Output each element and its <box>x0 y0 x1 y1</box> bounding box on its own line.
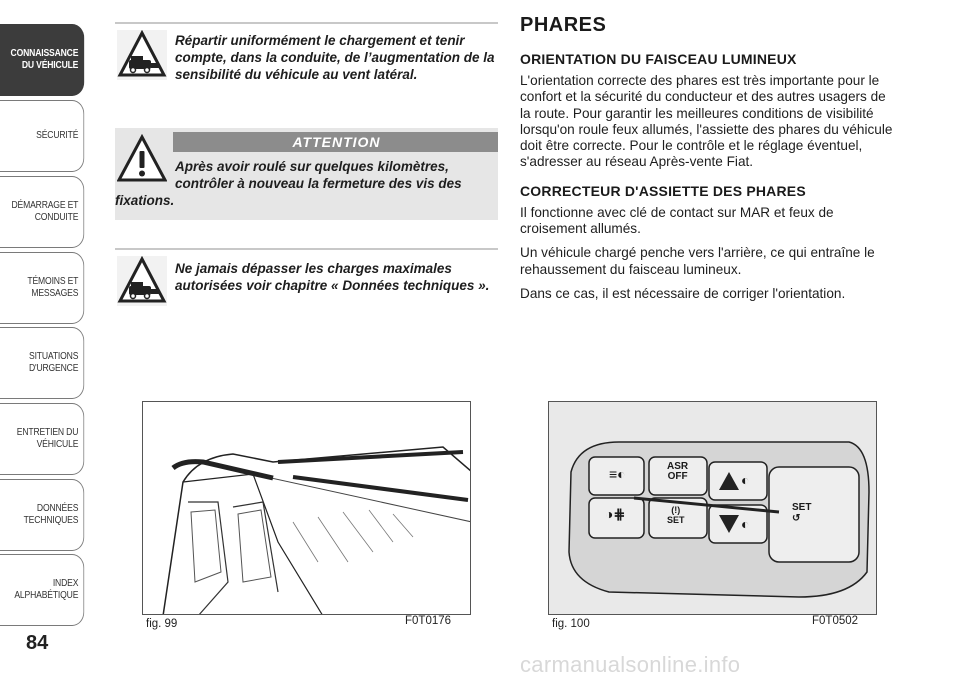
front-fog-light-icon: ≡◐ <box>609 466 626 482</box>
attention-text: Après avoir roulé sur quelques kilomètres, contrôler à nouveau la fermeture des vis des fixations. <box>115 159 462 208</box>
fig-100-label: fig. 100 <box>552 618 590 630</box>
attention-title: ATTENTION <box>173 132 498 152</box>
tab-temoins-et-messages[interactable]: TÉMOINS ET MESSAGES <box>0 252 84 324</box>
beam-orientation-heading: ORIENTATION DU FAISCEAU LUMINEUX <box>520 51 797 67</box>
tab-connaissance-du-vehicule[interactable]: CONNAISSANCE DU VÉHICULE <box>0 24 84 96</box>
tab-index-alphabetique[interactable]: INDEX ALPHABÉTIQUE <box>0 554 84 626</box>
load-note <box>115 22 498 83</box>
set-button[interactable]: SET ↺ <box>792 502 812 524</box>
tab-entretien-du-vehicule[interactable]: ENTRETIEN DU VÉHICULE <box>0 403 84 475</box>
max-load-note <box>115 248 498 308</box>
attention-box <box>115 128 498 220</box>
tab-donnees-techniques[interactable]: DONNÉES TECHNIQUES <box>0 479 84 551</box>
roof-rails-illustration <box>143 402 471 615</box>
rear-fog-light-icon: ◑⋕ <box>605 506 626 522</box>
tpms-set-button[interactable]: (!) SET <box>667 505 685 525</box>
switch-panel-illustration <box>549 402 877 615</box>
car-load-icon <box>117 30 167 80</box>
max-load-note-text: Ne jamais dépasser les charges maximales autorisées voir chapitre « Données techniques ». <box>175 261 490 293</box>
asr-off-button[interactable]: ASR OFF <box>667 461 689 482</box>
roof-rails-figure <box>142 401 471 615</box>
leveller-paragraph-3: Dans ce cas, il est nécessaire de corriger l'orientation. <box>520 285 846 301</box>
fig-99-code: F0T0176 <box>405 615 452 627</box>
watermark: carmanualsonline.info <box>520 652 741 677</box>
load-note-text: Répartir uniformément le chargement et tenir compte, dans la conduite, de l’augmentation de la sensibilité du véhicule au vent latéral. <box>175 33 495 82</box>
page-number: 84 <box>26 632 49 654</box>
tab-situations-d-urgence[interactable]: SITUATIONS D'URGENCE <box>0 327 84 399</box>
section-title: PHARES <box>520 14 607 36</box>
leveller-paragraph-2: Un véhicule chargé penche vers l'arrière, ce qui entraîne le rehaussement du faisceau lumineux. <box>520 245 875 277</box>
chapter-sidebar <box>0 0 100 678</box>
warning-icon <box>117 134 167 184</box>
headlight-up-icon[interactable]: ◐ <box>741 472 750 488</box>
fig-99-label: fig. 99 <box>146 618 178 630</box>
car-load-icon <box>117 256 167 306</box>
headlight-leveller-heading: CORRECTEUR D'ASSIETTE DES PHARES <box>520 182 806 199</box>
headlights-section <box>520 14 900 310</box>
tab-securite[interactable]: SÉCURITÉ <box>0 100 84 172</box>
switch-panel-figure <box>548 401 877 615</box>
headlight-down-icon[interactable]: ◐ <box>741 516 750 532</box>
tab-demarrage-et-conduite[interactable]: DÉMARRAGE ET CONDUITE <box>0 176 84 248</box>
leveller-paragraph-1: Il fonctionne avec clé de contact sur MAR et feux de croisement allumés. <box>520 204 834 237</box>
fig-100-code: F0T0502 <box>812 615 859 627</box>
beam-orientation-text: L'orientation correcte des phares est très importante pour le confort et la sécurité du conducteur et des autres usagers de la route. Pour garantir les meilleures conditions de visibilité lorsqu'on roule feux allumés, l'assiette des phares du véhicule doit être correcte. Pour le contrôle et le réglage éventuel, s'adresser au réseau Après-vente Fiat. <box>520 73 893 170</box>
